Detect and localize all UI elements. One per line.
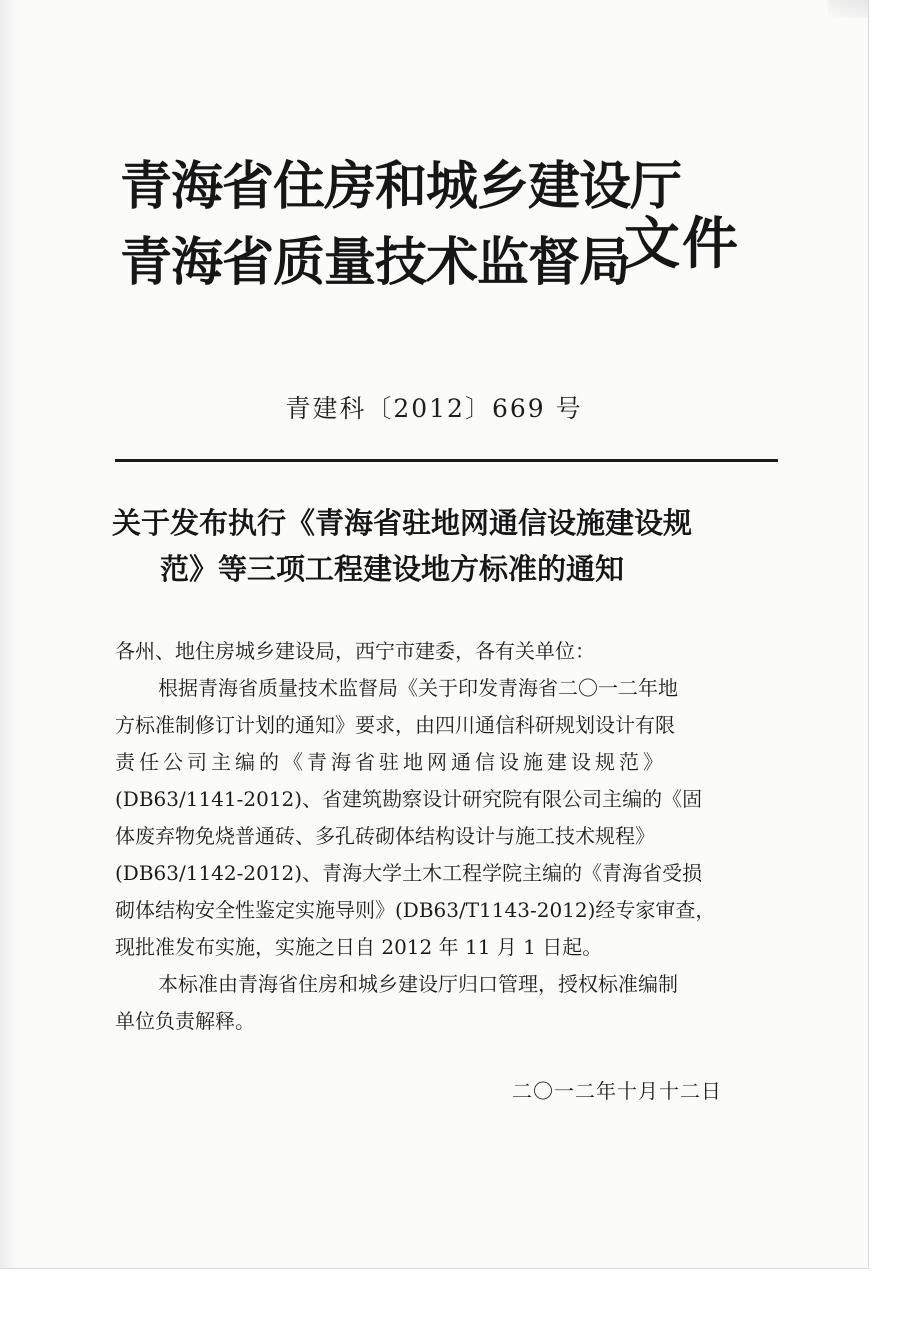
body-line: 责任公司主编的《青海省驻地网通信设施建设规范》: [115, 750, 667, 774]
notice-body: [115, 633, 795, 1040]
body-line: 根据青海省质量技术监督局《关于印发青海省二〇一二年地: [158, 676, 678, 700]
document-label: 文件: [624, 211, 740, 277]
issuing-agency-quality: 青海省质量技术监督局: [120, 232, 631, 293]
issuing-agency-housing: 青海省住房和城乡建设厅: [120, 156, 682, 217]
notice-title: [112, 500, 792, 592]
scan-corner-shadow: [828, 0, 868, 18]
body-line: 体废弃物免烧普通砖、多孔砖砌体结构设计与施工技术规程》: [115, 824, 655, 848]
body-line: 方标准制修订计划的通知》要求，由四川通信科研规划设计有限: [115, 713, 675, 737]
body-line: 本标准由青海省住房和城乡建设厅归口管理，授权标准编制: [158, 972, 678, 996]
body-line: (DB63/1142-2012)、青海大学土木工程学院主编的《青海省受损: [115, 861, 703, 885]
body-line: (DB63/1141-2012)、省建筑勘察设计研究院有限公司主编的《固: [115, 787, 703, 811]
document-header: [120, 155, 760, 305]
body-line: 现批准发布实施，实施之日自 2012 年 11 月 1 日起。: [115, 935, 603, 959]
header-divider: [115, 459, 778, 462]
addressee-line: 各州、地住房城乡建设局，西宁市建委，各有关单位：: [115, 639, 595, 663]
issue-date: 二〇一二年十月十二日: [512, 1079, 722, 1103]
document-number: 青建科〔2012〕669 号: [285, 394, 583, 423]
scan-edge-shadow: [0, 0, 18, 1268]
body-line: 单位负责解释。: [115, 1009, 255, 1033]
body-line: 砌体结构安全性鉴定实施导则》(DB63/T1143-2012)经专家审查，: [115, 898, 716, 922]
notice-title-line: 范》等三项工程建设地方标准的通知: [160, 552, 625, 586]
notice-title-line: 关于发布执行《青海省驻地网通信设施建设规: [112, 506, 693, 540]
